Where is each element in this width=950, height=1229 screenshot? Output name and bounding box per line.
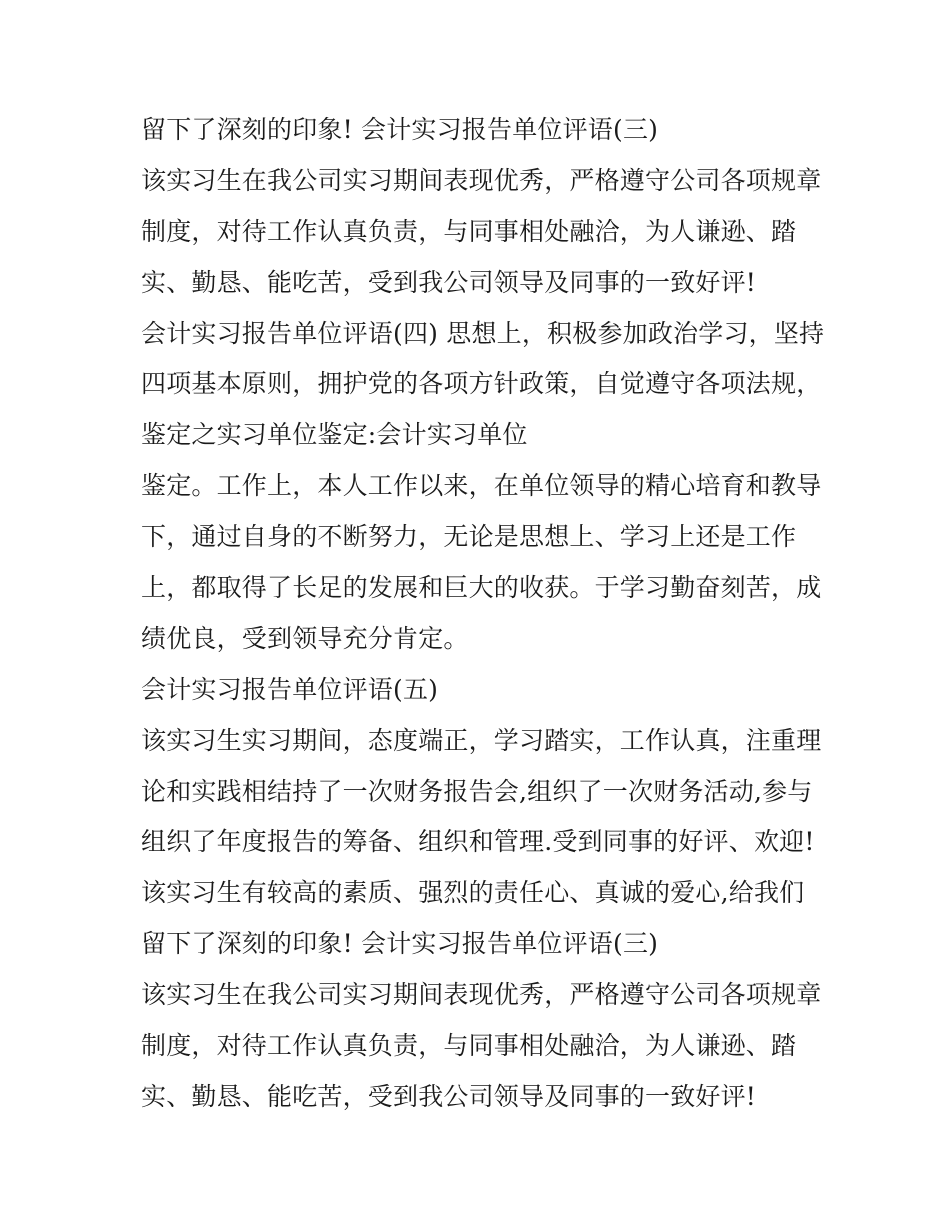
text-line: 绩优良，受到领导充分肯定。 xyxy=(141,623,469,653)
text-line: 留下了深刻的印象! 会计实习报告单位评语(三) xyxy=(141,929,659,959)
text-line: 该实习生在我公司实习期间表现优秀，严格遵守公司各项规章 xyxy=(141,980,822,1010)
text-line: 该实习生实习期间，态度端正，学习踏实，工作认真，注重理 xyxy=(141,725,822,755)
text-line: 下，通过自身的不断努力，无论是思想上、学习上还是工作 xyxy=(141,522,797,552)
text-line: 鉴定。工作上，本人工作以来，在单位领导的精心培育和教导 xyxy=(141,471,822,501)
text-line: 留下了深刻的印象! 会计实习报告单位评语(三) xyxy=(141,115,659,144)
text-line: 会计实习报告单位评语(五) xyxy=(141,674,439,704)
text-line: 四项基本原则，拥护党的各项方针政策，自觉遵守各项法规， xyxy=(141,369,822,399)
text-line: 实、勤恳、能吃苦，受到我公司领导及同事的一致好评! xyxy=(141,267,757,297)
text-line: 会计实习报告单位评语(四) 思想上，积极参加政治学习，坚持 xyxy=(141,318,825,348)
body-text xyxy=(141,105,825,1123)
text-line: 鉴定之实习单位鉴定:会计实习单位 xyxy=(141,420,528,450)
text-line: 组织了年度报告的筹备、组织和管理.受到同事的好评、欢迎! xyxy=(141,827,815,857)
text-line: 论和实践相结持了一次财务报告会,组织了一次财务活动,参与 xyxy=(141,776,813,806)
text-line: 该实习生有较高的素质、强烈的责任心、真诚的爱心,给我们 xyxy=(141,878,805,908)
text-line: 制度，对待工作认真负责，与同事相处融洽，为人谦逊、踏 xyxy=(141,1031,797,1061)
text-line: 上，都取得了长足的发展和巨大的收获。于学习勤奋刻苦，成 xyxy=(141,573,822,603)
text-line: 制度，对待工作认真负责，与同事相处融洽，为人谦逊、踏 xyxy=(141,216,797,246)
text-line: 该实习生在我公司实习期间表现优秀，严格遵守公司各项规章 xyxy=(141,165,822,195)
text-line: 实、勤恳、能吃苦，受到我公司领导及同事的一致好评! xyxy=(141,1081,757,1111)
